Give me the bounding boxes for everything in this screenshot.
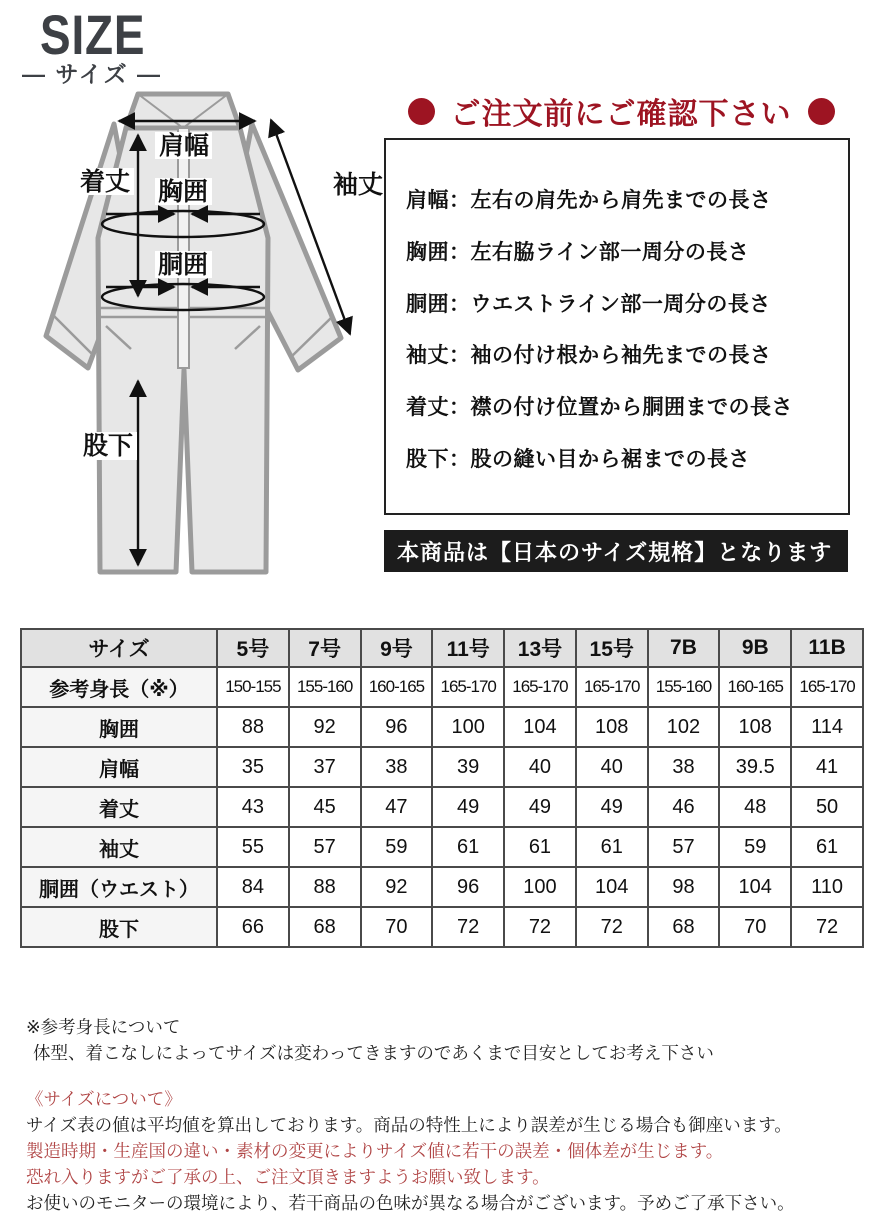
size-table-cell: 108: [719, 707, 791, 747]
footnotes: [26, 1014, 872, 1216]
size-table-cell: 59: [719, 827, 791, 867]
size-table-row-label: 着丈: [21, 787, 217, 827]
size-table-col-header: 7B: [648, 629, 720, 667]
size-table-cell: 70: [719, 907, 791, 947]
footnote-line: 製造時期・生産国の違い・素材の変更によりサイズ値に若干の誤差・個体差が生じます。: [26, 1141, 724, 1161]
measurement-definition: 肩幅：左右の肩先から肩先までの長さ: [406, 189, 772, 212]
table-row: [21, 867, 863, 907]
size-table-cell: 39.5: [719, 747, 791, 787]
size-table-cell: 38: [648, 747, 720, 787]
table-row: [21, 707, 863, 747]
footnote-ref-body: 体型、着こなしによってサイズは変わってきますのであくまで目安としてお考え下さい: [33, 1043, 714, 1063]
size-table-cell: 55: [217, 827, 289, 867]
size-table-cell: 84: [217, 867, 289, 907]
size-table-col-header: 7号: [289, 629, 361, 667]
size-table-cell: 96: [432, 867, 504, 907]
sleeve-length-label: 袖丈: [332, 171, 384, 199]
size-table-cell: 70: [361, 907, 433, 947]
size-table-cell: 102: [648, 707, 720, 747]
size-table-cell: 150-155: [217, 667, 289, 707]
size-table-cell: 114: [791, 707, 863, 747]
size-table-cell: 72: [791, 907, 863, 947]
size-table-col-header: 9号: [361, 629, 433, 667]
size-table-cell: 165-170: [432, 667, 504, 707]
size-table-col-header: 11号: [432, 629, 504, 667]
coverall-illustration: [28, 88, 396, 616]
size-table-cell: 165-170: [576, 667, 648, 707]
size-table-wrap: [20, 628, 864, 948]
size-table-row-label: 袖丈: [21, 827, 217, 867]
footnote-line: サイズ表の値は平均値を算出しております。商品の特性上により誤差が生じる場合も御座います。: [26, 1115, 792, 1135]
size-table-cell: 40: [504, 747, 576, 787]
size-table-col-header: 9B: [719, 629, 791, 667]
size-table-cell: 110: [791, 867, 863, 907]
size-table-cell: 41: [791, 747, 863, 787]
size-table-cell: 72: [576, 907, 648, 947]
size-table-cell: 61: [432, 827, 504, 867]
size-table-cell: 43: [217, 787, 289, 827]
shoulder-width-label: 肩幅: [158, 132, 210, 160]
size-table-cell: 57: [648, 827, 720, 867]
chest-label: 胸囲: [157, 178, 209, 206]
size-table-col-header: 5号: [217, 629, 289, 667]
size-table-cell: 88: [289, 867, 361, 907]
size-table-cell: 98: [648, 867, 720, 907]
size-table-row-label: 胴囲（ウエスト）: [21, 867, 217, 907]
size-table-cell: 45: [289, 787, 361, 827]
size-table-cell: 47: [361, 787, 433, 827]
notice-header-text: ご注文前にご確認下さい: [450, 98, 792, 131]
size-table-cell: 72: [432, 907, 504, 947]
size-table-cell: 92: [361, 867, 433, 907]
size-table-cell: 96: [361, 707, 433, 747]
size-table-cell: 72: [504, 907, 576, 947]
size-table-cell: 155-160: [648, 667, 720, 707]
size-table-cell: 59: [361, 827, 433, 867]
size-table-row-label: 股下: [21, 907, 217, 947]
measurement-definition: 胸囲：左右脇ライン部一周分の長さ: [406, 240, 750, 264]
size-table-cell: 57: [289, 827, 361, 867]
size-table-cell: 38: [361, 747, 433, 787]
size-table-body: [21, 667, 863, 947]
size-table-corner-header: サイズ: [21, 629, 217, 667]
size-table-cell: 49: [504, 787, 576, 827]
table-row: [21, 827, 863, 867]
size-table-cell: 165-170: [504, 667, 576, 707]
size-table-cell: 104: [719, 867, 791, 907]
size-table-cell: 155-160: [289, 667, 361, 707]
red-dot-icon: [408, 98, 435, 125]
size-table-cell: 40: [576, 747, 648, 787]
footnote-line: 恐れ入りますがご了承の上、ご注文頂きますようお願い致します。: [26, 1167, 550, 1187]
size-table-col-header: 13号: [504, 629, 576, 667]
red-dot-icon: [808, 98, 835, 125]
footnote-line: お使いのモニターの環境により、若干商品の色味が異なる場合がございます。予めご了承下さい。: [26, 1193, 795, 1213]
size-table-cell: 104: [504, 707, 576, 747]
size-table-cell: 66: [217, 907, 289, 947]
page-subtitle: — サイズ —: [22, 61, 162, 87]
measurement-definition: 胴囲：ウエストライン部一周分の長さ: [406, 292, 771, 316]
measurement-definition: 袖丈：袖の付け根から袖先までの長さ: [406, 344, 772, 368]
size-table-head: [21, 629, 863, 667]
size-table-cell: 49: [432, 787, 504, 827]
size-table-col-header: 15号: [576, 629, 648, 667]
size-table-cell: 46: [648, 787, 720, 827]
size-table-cell: 39: [432, 747, 504, 787]
size-table-cell: 160-165: [361, 667, 433, 707]
inseam-label: 股下: [82, 432, 134, 460]
size-table-cell: 100: [504, 867, 576, 907]
footnote-ref-title: ※参考身長について: [26, 1017, 181, 1037]
size-table-cell: 165-170: [791, 667, 863, 707]
size-table-col-header: 11B: [791, 629, 863, 667]
size-table-cell: 100: [432, 707, 504, 747]
size-table-cell: 104: [576, 867, 648, 907]
size-table-cell: 88: [217, 707, 289, 747]
table-row: [21, 667, 863, 707]
size-table-cell: 61: [791, 827, 863, 867]
page-title: SIZE: [40, 3, 146, 66]
jp-standard-banner: 本商品は【日本のサイズ規格】となります: [384, 530, 848, 572]
zipper: [178, 128, 189, 368]
notice-header: [390, 92, 852, 130]
measurement-definitions: [384, 138, 850, 515]
size-table-cell: 68: [289, 907, 361, 947]
size-table-cell: 68: [648, 907, 720, 947]
size-table-row-label: 胸囲: [21, 707, 217, 747]
size-table-cell: 49: [576, 787, 648, 827]
garment-diagram: [28, 88, 396, 616]
table-row: [21, 787, 863, 827]
size-table-row-label: 肩幅: [21, 747, 217, 787]
size-table-cell: 108: [576, 707, 648, 747]
size-table-cell: 37: [289, 747, 361, 787]
size-table-cell: 48: [719, 787, 791, 827]
size-table-row-label: 参考身長（※）: [21, 667, 217, 707]
footnote-size-title: 《サイズについて》: [26, 1089, 182, 1109]
size-table-cell: 160-165: [719, 667, 791, 707]
measurement-definition: 股下：股の縫い目から裾までの長さ: [406, 447, 750, 471]
size-table-cell: 61: [576, 827, 648, 867]
measurement-definition: 着丈：襟の付け位置から胴囲までの長さ: [406, 396, 793, 420]
size-table: [20, 628, 864, 948]
size-table-cell: 92: [289, 707, 361, 747]
table-row: [21, 907, 863, 947]
body-length-label: 着丈: [79, 168, 131, 196]
table-row: [21, 747, 863, 787]
size-table-cell: 50: [791, 787, 863, 827]
table-row: [21, 629, 863, 667]
waist-label: 胴囲: [157, 251, 209, 279]
size-table-cell: 35: [217, 747, 289, 787]
size-table-cell: 61: [504, 827, 576, 867]
